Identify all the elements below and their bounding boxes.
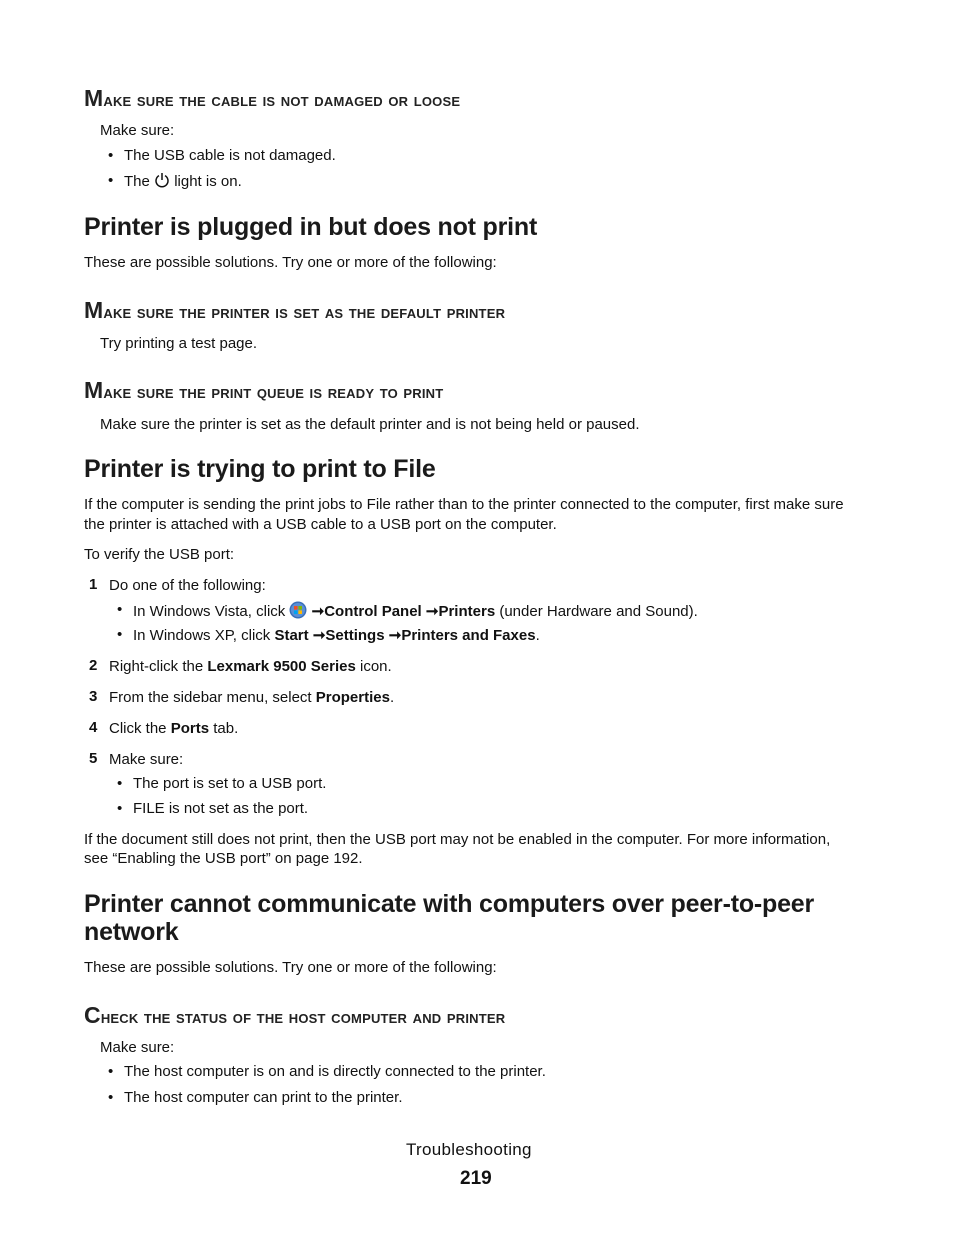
bullet-usb-port: • The port is set to a USB port. [133, 775, 326, 792]
test-page-text: Try printing a test page. [100, 335, 258, 352]
bullet-file-port: • FILE is not set as the port. [133, 800, 308, 817]
subheading-cable: Make sure the cable is not damaged or loose [84, 85, 461, 111]
step-number: 3 [89, 688, 98, 705]
bullet-windows-vista: • In Windows Vista, click ➞Control Panel ➞Printers (under Hardware and Sound). [133, 601, 698, 620]
possible-solutions-text: These are possible solutions. Try one or more of the following: [84, 254, 497, 271]
step-4-text: Click the Ports tab. [109, 720, 239, 737]
bullet-windows-xp: • In Windows XP, click Start ➞Settings ➞Printers and Faxes. [133, 626, 540, 644]
heading-plugged-in: Printer is plugged in but does not print [84, 213, 538, 241]
default-printer-text: Make sure the printer is set as the default printer and is not being held or paused. [100, 416, 640, 433]
heading-peer-to-peer-line2: network [84, 918, 179, 946]
step-5-text: Make sure: [109, 751, 184, 768]
print-to-file-para-line1: If the computer is sending the print jobs to File rather than to the printer connected to the computer, first make sure [84, 496, 844, 513]
step-number: 4 [89, 719, 98, 736]
footer-section-name: Troubleshooting [406, 1140, 532, 1159]
step-number: 2 [89, 657, 98, 674]
usb-not-enabled-line2: see “Enabling the USB port” on page 192. [84, 850, 363, 867]
step-2-text: Right-click the Lexmark 9500 Series icon. [109, 658, 392, 675]
bullet-host-print: • The host computer can print to the printer. [124, 1089, 402, 1106]
make-sure-label-2: Make sure: [100, 1039, 175, 1056]
subheading-print-queue: Make sure the print queue is ready to print [84, 377, 444, 403]
possible-solutions-text-2: These are possible solutions. Try one or more of the following: [84, 959, 497, 976]
subheading-host-status: Check the status of the host computer and printer [84, 1002, 506, 1028]
step-number: 5 [89, 750, 98, 767]
print-to-file-para-line2: the printer is attached with a USB cable to a USB port on the computer. [84, 516, 557, 533]
heading-peer-to-peer-line1: Printer cannot communicate with computers over peer-to-peer [84, 890, 815, 918]
arrow-icon: ➞ [388, 627, 402, 644]
arrow-icon: ➞ [425, 603, 439, 620]
page-number: 219 [460, 1168, 492, 1189]
subheading-default-printer: Make sure the printer is set as the default printer [84, 297, 506, 323]
usb-not-enabled-line1: If the document still does not print, then the USB port may not be enabled in the computer. For more information, [84, 831, 831, 848]
step-number: 1 [89, 576, 98, 593]
windows-start-icon [289, 601, 307, 619]
bullet-usb-cable: • The USB cable is not damaged. [124, 147, 336, 164]
verify-usb-text: To verify the USB port: [84, 546, 235, 563]
power-icon [154, 172, 170, 188]
make-sure-label: Make sure: [100, 122, 175, 139]
step-1-text: Do one of the following: [109, 577, 266, 594]
arrow-icon: ➞ [311, 603, 325, 620]
step-3-text: From the sidebar menu, select Properties. [109, 689, 395, 706]
arrow-icon: ➞ [312, 627, 326, 644]
bullet-power-light: • The light is on. [124, 172, 242, 190]
bullet-host-on: • The host computer is on and is directly connected to the printer. [124, 1063, 546, 1080]
heading-print-to-file: Printer is trying to print to File [84, 455, 436, 483]
